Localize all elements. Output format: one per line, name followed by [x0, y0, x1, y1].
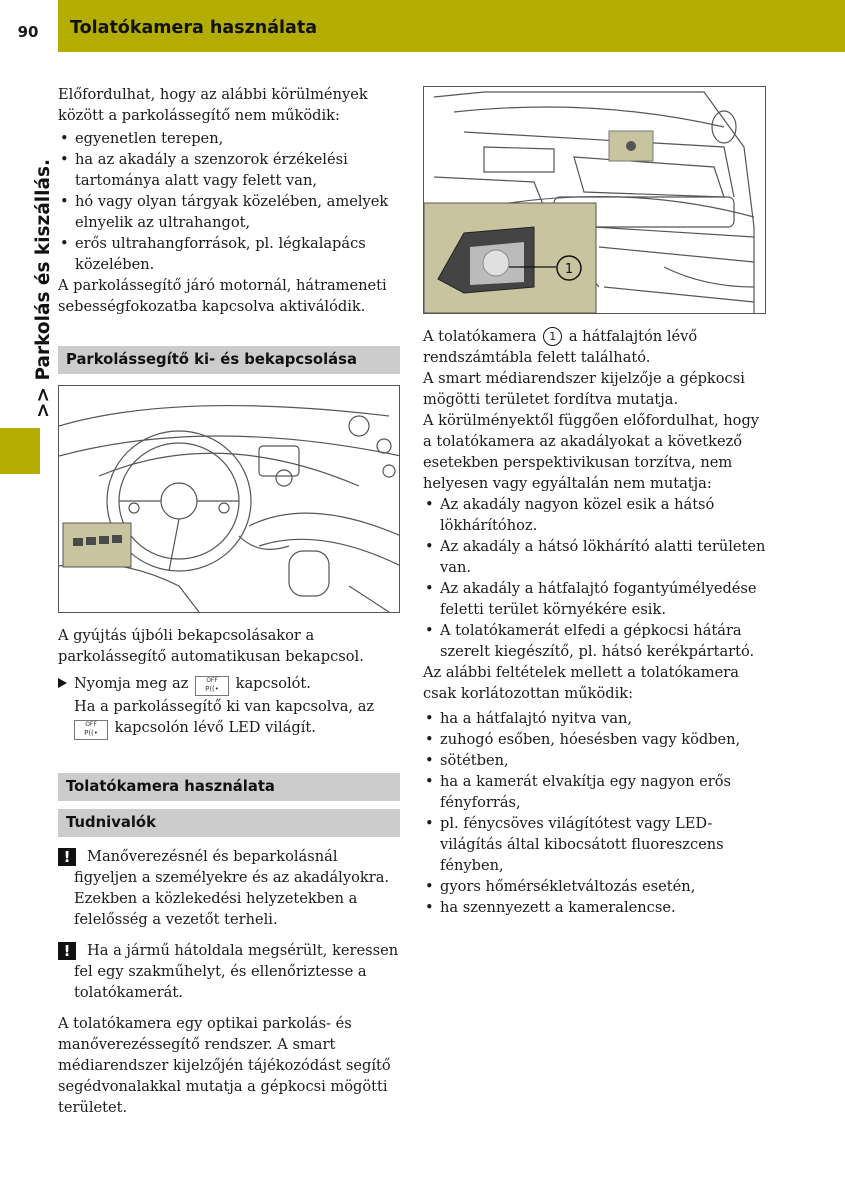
left-column [58, 84, 400, 1118]
display-paragraph: A smart médiarendszer kijelzője a gépkocsi mögötti területet fordítva mutatja. [423, 370, 745, 408]
warning-icon: ! [58, 848, 76, 866]
warning-text: Manőverezésnél és beparkolásnál figyeljen a személyekre és az akadályokra. Ezekben a közlekedési helyzetekben a felelősség a vezetőt terheli. [74, 848, 390, 928]
location-text-pre: A tolatókamera [423, 328, 537, 345]
list-item: • erős ultrahangforrások, pl. légkalapács közelében. [58, 233, 400, 275]
button-label-off: OFF [85, 721, 97, 728]
list-item: • Az akadály a hátsó lökhárító alatti területen van. [423, 536, 767, 578]
button-label-p: P((• [84, 729, 98, 737]
chapter-tab-marker [0, 428, 40, 474]
dashboard-illustration [58, 385, 400, 613]
list-item: • ha az akadály a szenzorok érzékelési tartománya alatt vagy felett van, [58, 149, 400, 191]
chapter-tab-label: >> Parkolás és kiszállás. [33, 158, 54, 418]
button-label-p: P((• [205, 685, 219, 693]
page-header [0, 0, 845, 52]
page-number: 90 [0, 0, 56, 52]
dashboard-drawing [59, 386, 400, 612]
distortion-paragraph: A körülményektől függően előfordulhat, hogy a tolatókamera az akadályokat a következő esetekben perspektivikusan torzítva, nem helyesen vagy egyáltalán nem mutatja: [423, 412, 760, 492]
action-text-pre: Nyomja meg az [74, 675, 189, 692]
limited-paragraph: Az alábbi feltételek mellett a tolatókamera csak korlátozottan működik: [423, 664, 739, 702]
warning-block [58, 846, 400, 930]
list-item: • egyenetlen terepen, [58, 128, 400, 149]
list-item: • ha a kamerát elvakítja egy nagyon erős fényforrás, [423, 771, 767, 813]
list-item: • gyors hőmérsékletváltozás esetén, [423, 876, 767, 897]
section-heading-camera: Tolatókamera használata [58, 773, 400, 801]
auto-on-paragraph: A gyújtás újbóli bekapcsolásakor a parkolássegítő automatikusan bekapcsol. [58, 627, 364, 665]
right-column [423, 326, 767, 918]
list-item: • ha szennyezett a kameralencse. [423, 897, 767, 918]
list-item: • pl. fénycsöves világítótest vagy LED-világítás által kibocsátott fluoreszcens fényben, [423, 813, 767, 876]
list-item: • zuhogó esőben, hóesésben vagy ködben, [423, 729, 767, 750]
warning-icon: ! [58, 942, 76, 960]
location-text-post: a hátfalajtón lévő rendszámtábla felett található. [423, 328, 698, 366]
list-item: • Az akadály a hátfalajtó fogantyúmélyedése feletti terület környékére esik. [423, 578, 767, 620]
rear-car-drawing [424, 87, 765, 313]
action-result-text: Ha a parkolássegítő ki van kapcsolva, az [74, 698, 375, 715]
list-item: • hó vagy olyan tárgyak közelében, amelyek elnyelik az ultrahangot, [58, 191, 400, 233]
activation-paragraph: A parkolássegítő járó motornál, hátrameneti sebességfokozatba kapcsolva aktiválódik. [58, 277, 387, 315]
action-step [58, 673, 400, 740]
warning-text: Ha a jármű hátoldala megsérült, keressen fel egy szakműhelyt, és ellenőriztesse a tolatókamerát. [74, 942, 399, 1001]
list-item: • Az akadály nagyon közel esik a hátsó lökhárítóhoz. [423, 494, 767, 536]
list-item: • A tolatókamerát elfedi a gépkocsi hátára szerelt kiegészítő, pl. hátsó kerékpártartó. [423, 620, 767, 662]
rear-camera-illustration [423, 86, 766, 314]
list-item: • ha a hátfalajtó nyitva van, [423, 708, 767, 729]
page-title: Tolatókamera használata [70, 18, 318, 38]
distortion-list [423, 494, 767, 662]
sensor-limit-list [58, 128, 400, 275]
section-heading-parking-assist: Parkolássegítő ki- és bekapcsolása [58, 346, 400, 374]
callout-1-icon: 1 [564, 262, 574, 277]
action-arrow-icon [58, 678, 67, 688]
intro-paragraph: Előfordulhat, hogy az alábbi körülmények között a parkolássegítő nem működik: [58, 86, 368, 124]
parking-sensor-button-icon [195, 676, 229, 696]
button-label-off: OFF [206, 677, 218, 684]
action-text-post: kapcsolót. [235, 675, 311, 692]
parking-sensor-button-icon [74, 720, 108, 740]
callout-1-icon: 1 [543, 327, 562, 346]
section-heading-notes: Tudnivalók [58, 809, 400, 837]
warning-block [58, 940, 400, 1003]
camera-location-paragraph [423, 326, 767, 368]
limited-conditions-list [423, 708, 767, 918]
action-result-text-2: kapcsolón lévő LED világít. [114, 719, 316, 736]
camera-intro-paragraph: A tolatókamera egy optikai parkolás- és manőverezéssegítő rendszer. A smart médiarendszer kijelzőjén tájékozódást segítő segédvonalakkal mutatja a gépkocsi mögötti területet. [58, 1015, 391, 1116]
list-item: • sötétben, [423, 750, 767, 771]
